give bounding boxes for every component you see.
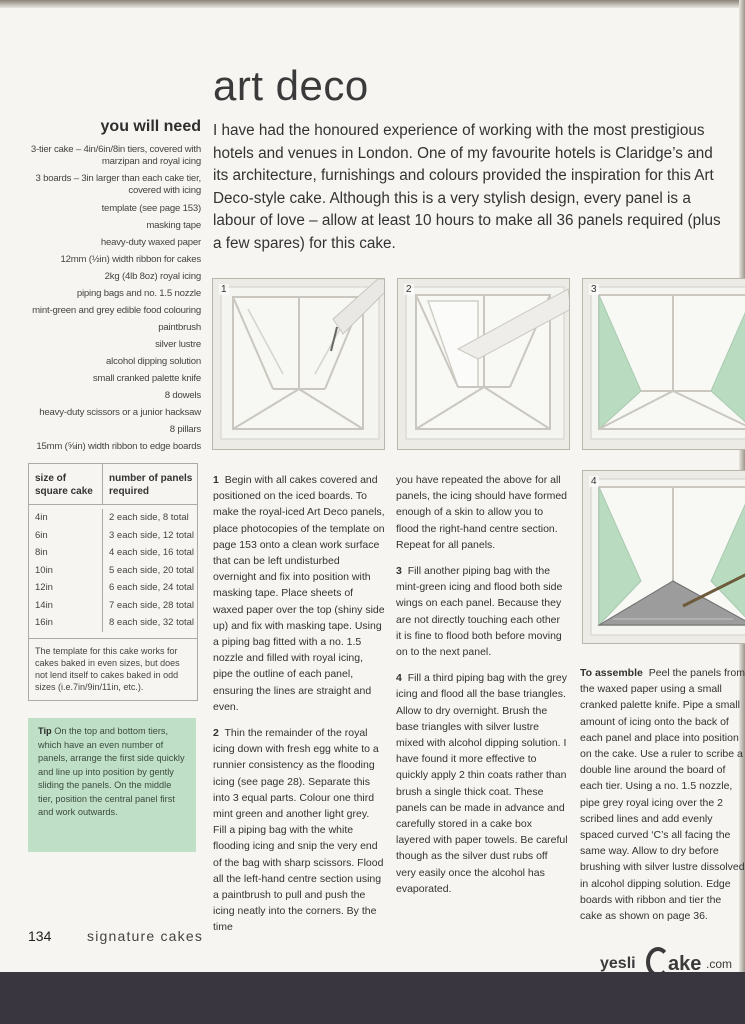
step-3 <box>396 563 568 660</box>
list-item: 15mm (⅝in) width ribbon to edge boards <box>36 441 201 452</box>
table-row <box>29 579 197 597</box>
list-item: heavy-duty scissors or a junior hacksaw <box>39 407 201 418</box>
method-column-2 <box>396 472 568 907</box>
step-text: Begin with all cakes covered and positioned on the iced boards. To make the royal-iced Art Deco panels, place photocopies of the template on page 153 onto a clean work surface that can be left undisturbed overnight and fix into position with masking tape. Place sheets of waxed paper over the top (shiny side up) and fix with masking tape. Using a piping bag fitted with a no. 1.5 nozzle and filled with royal icing, pipe the outline of each panel, ensuring the lines are straight and even. <box>213 474 385 713</box>
list-item: 2kg (4lb 8oz) royal icing <box>104 271 201 282</box>
list-item: 8 pillars <box>169 424 201 435</box>
list-item: 12mm (½in) width ribbon for cakes <box>60 254 201 265</box>
list-item: template (see page 153) <box>101 203 201 214</box>
table-cell-size: 8in <box>29 544 103 562</box>
list-item: mint-green and grey edible food colouring <box>32 305 201 316</box>
table-body <box>29 505 197 638</box>
scan-background <box>0 972 745 1024</box>
step-number: 1 <box>213 474 219 486</box>
list-item: paintbrush <box>158 322 201 333</box>
table-row <box>29 544 197 562</box>
step-photo-2 <box>397 278 570 450</box>
watermark-logo <box>600 947 745 972</box>
photo-number: 3 <box>591 284 597 295</box>
method-column-1 <box>213 472 385 946</box>
step-1 <box>213 472 385 715</box>
panel-size-table <box>28 463 198 701</box>
column-header-panels: number of panels required <box>109 473 193 497</box>
photo-number: 1 <box>221 284 227 295</box>
table-cell-size: 16in <box>29 614 103 632</box>
table-cell-panels: 2 each side, 8 total <box>109 512 189 523</box>
watermark-text-2: ake <box>668 953 702 972</box>
tip-text: On the top and bottom tiers, which have an even number of panels, arrange the first side quickly and line up into position by gently sliding the panels. On the middle tier, position the central panel first and work outwards. <box>38 726 185 817</box>
table-row <box>29 597 197 615</box>
table-cell-size: 6in <box>29 527 103 545</box>
step-2-continued: you have repeated the above for all panels, the icing should have formed enough of a skin to allow you to flood the right-hand centre section. Repeat for all panels. <box>396 474 568 551</box>
assemble-label: To assemble <box>580 667 643 679</box>
you-will-need-heading: you will need <box>100 118 201 135</box>
step-number: 2 <box>213 727 219 740</box>
table-row <box>29 505 197 527</box>
table-cell-panels: 6 each side, 24 total <box>109 582 195 593</box>
list-item: heavy-duty waxed paper <box>100 237 201 248</box>
table-cell-panels: 8 each side, 32 total <box>109 617 195 628</box>
step-text: Thin the remainder of the royal icing down with fresh egg white to a runnier consistency as the flooding icing (see page 28). Separate this into 3 equal parts. Colour one third mint green and another light grey. Fill a piping bag with the white flooding icing and snip the very end of the bag with sharp scissors. Flood all the left-hand centre section using a paintbrush to pull and push the icing neatly into the corners. By the time <box>213 727 384 934</box>
panel-outline-illustration <box>213 279 385 450</box>
tip-label: Tip <box>38 726 52 736</box>
step-number: 3 <box>396 565 402 578</box>
step-2 <box>213 725 385 936</box>
list-item: 8 dowels <box>164 390 201 401</box>
step-number: 4 <box>396 672 402 685</box>
list-item: 3-tier cake – 4in/6in/8in tiers, covered with marzipan and royal icing <box>30 144 201 167</box>
page-top-edge <box>0 0 745 8</box>
page-title: art deco <box>213 62 369 109</box>
list-item: small cranked palette knife <box>92 373 201 384</box>
table-cell-size: 4in <box>29 509 103 527</box>
table-cell-panels: 3 each side, 12 total <box>109 529 195 541</box>
table-cell-panels: 4 each side, 16 total <box>109 547 195 558</box>
list-item: alcohol dipping solution <box>106 356 201 367</box>
table-row <box>29 614 197 638</box>
intro-paragraph: I have had the honoured experience of working with the most prestigious hotels and venues in London. One of my favourite hotels is Claridge’s and its architecture, furnishings and colours provided the inspiration for this Art Deco-style cake. Although this is a very stylish design, every panel is a labour of love – allow at least 10 hours to make all 36 panels required (plus a few spares) for this cake. <box>213 122 721 252</box>
list-item: 3 boards – 3in larger than each cake tier, covered with icing <box>35 173 201 196</box>
step-text: Fill a third piping bag with the grey icing and flood all the base triangles. Allow to dry overnight. Brush the base triangles with silver lustre mixed with alcohol dipping solution. I have found it more effective to quickly apply 2 thin coats rather than brush a single thick coat. These panels can be made in advance and carefully stored in a cake box layered with paper towels. Be careful though as the silver dust rubs off very easily once the alcohol has evaporated. <box>396 672 568 895</box>
photo-number: 4 <box>591 476 597 487</box>
step-4 <box>396 670 568 897</box>
step-photo-4 <box>582 470 745 644</box>
step-photo-3 <box>582 278 745 450</box>
method-column-3 <box>580 665 745 934</box>
watermark-text-3: .com <box>706 957 733 971</box>
table-cell-panels: 7 each side, 28 total <box>109 599 195 611</box>
watermark-text-1: yesli <box>600 955 636 972</box>
panel-green-wings-illustration <box>583 279 745 450</box>
list-item: silver lustre <box>155 339 201 350</box>
list-item: masking tape <box>146 220 201 231</box>
step-text: Fill another piping bag with the mint-green icing and flood both side wings on each panel. Because they are not directly touching each other it is fine to flood both before moving on to the next panel. <box>396 565 563 659</box>
cake-c-icon <box>646 947 670 972</box>
assemble-step <box>580 665 745 924</box>
column-header-size: size of square cake <box>29 464 103 504</box>
panel-silver-base-illustration <box>583 471 745 644</box>
table-note: The template for this cake works for cakes baked in even sizes, but does not lend itself to cakes baked in odd sizes (i.e.7in/9in/11in, etc.). <box>29 638 197 700</box>
table-header <box>29 464 197 505</box>
table-cell-panels: 5 each side, 20 total <box>109 564 195 576</box>
section-name: signature cakes <box>87 928 204 944</box>
photo-number: 2 <box>406 284 412 295</box>
page-number: 134 <box>28 928 52 944</box>
table-cell-size: 10in <box>29 562 103 580</box>
table-cell-size: 12in <box>29 579 103 597</box>
ingredients-list <box>28 142 201 455</box>
assemble-text: Peel the panels from the waxed paper using a small cranked palette knife. Pipe a small amount of icing onto the back of each panel and place into position on the cake. Use a ruler to scribe a double line around the board of each tier. Using a no. 1.5 nozzle, pipe grey royal icing over the 2 scribed lines and add evenly spaced curved ‘C’s all facing the same way. Allow to dry before brushing with silver lustre dissolved in alcohol dipping solution. Edge boards with ribbon and tier the cake as shown on page 36. <box>580 667 745 923</box>
table-row <box>29 527 197 545</box>
tip-box <box>28 718 196 852</box>
table-cell-size: 14in <box>29 597 103 615</box>
panel-flooding-illustration <box>398 279 570 450</box>
step-photo-1 <box>212 278 385 450</box>
list-item: piping bags and no. 1.5 nozzle <box>76 288 201 299</box>
table-row <box>29 562 197 580</box>
